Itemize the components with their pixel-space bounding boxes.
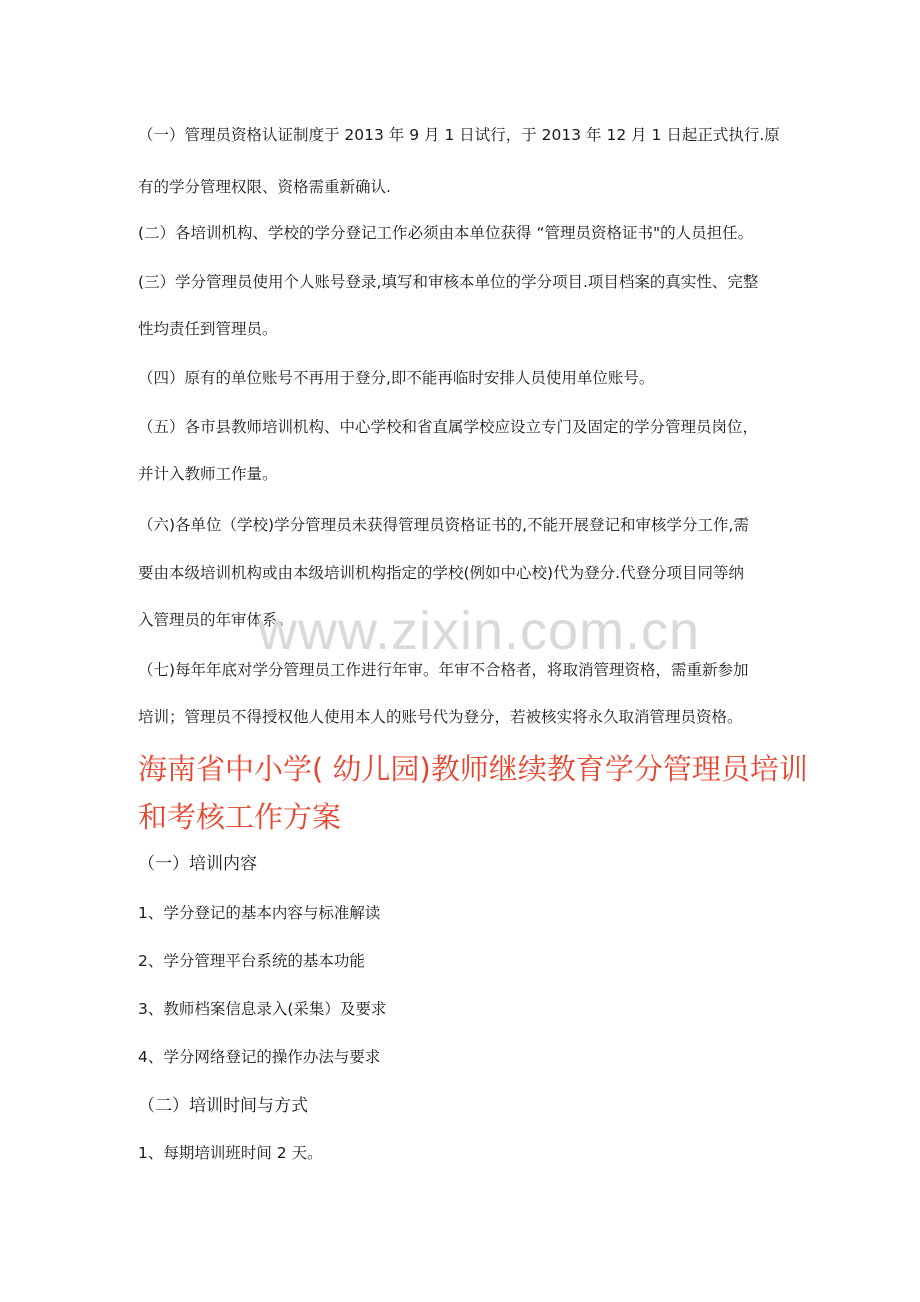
list-item: 1、学分登记的基本内容与标准解读 [138, 904, 381, 922]
paragraph-line: （六)各单位（学校)学分管理员未获得管理员资格证书的,不能开展登记和审核学分工作,需 [138, 516, 749, 534]
paragraph-line: （一）管理员资格认证制度于 2013 年 9 月 1 日试行，于 2013 年 12 月 1 日起正式执行.原 [138, 126, 780, 144]
list-item: 4、学分网络登记的操作办法与要求 [138, 1048, 381, 1066]
watermark: www.zixin.com.cn [258, 601, 701, 661]
paragraph-line: （七)每年年底对学分管理员工作进行年审。年审不合格者，将取消管理资格，需重新参加 [138, 661, 749, 679]
paragraph-line: 有的学分管理权限、资格需重新确认. [138, 178, 391, 196]
document-heading-line: 海南省中小学( 幼儿园)教师继续教育学分管理员培训 [138, 752, 808, 786]
paragraph-line: （四）原有的单位账号不再用于登分,即不能再临时安排人员使用单位账号。 [138, 369, 655, 387]
paragraph-line: 要由本级培训机构或由本级培训机构指定的学校(例如中心校)代为登分.代登分项目同等纳 [138, 564, 745, 582]
paragraph-line: (二）各培训机构、学校的学分登记工作必须由本单位获得 “管理员资格证书"的人员担任。 [138, 224, 754, 242]
paragraph-line: （五）各市县教师培训机构、中心学校和省直属学校应设立专门及固定的学分管理员岗位， [138, 418, 759, 436]
paragraph-line: 性均责任到管理员。 [138, 320, 278, 338]
document-heading-line: 和考核工作方案 [138, 800, 342, 834]
paragraph-line: 并计入教师工作量。 [138, 465, 278, 483]
section-title: （一）培训内容 [138, 854, 257, 874]
list-item: 2、学分管理平台系统的基本功能 [138, 952, 365, 970]
paragraph-line: 培训；管理员不得授权他人使用本人的账号代为登分，若被核实将永久取消管理员资格。 [138, 708, 743, 726]
paragraph-line: 入管理员的年审体系。 [138, 611, 294, 629]
section-title: （二）培训时间与方式 [138, 1096, 308, 1116]
paragraph-line: (三）学分管理员使用个人账号登录,填写和审核本单位的学分项目.项目档案的真实性、完整 [138, 273, 759, 291]
list-item: 1、每期培训班时间 2 天。 [138, 1144, 323, 1162]
list-item: 3、教师档案信息录入(采集）及要求 [138, 1000, 387, 1018]
